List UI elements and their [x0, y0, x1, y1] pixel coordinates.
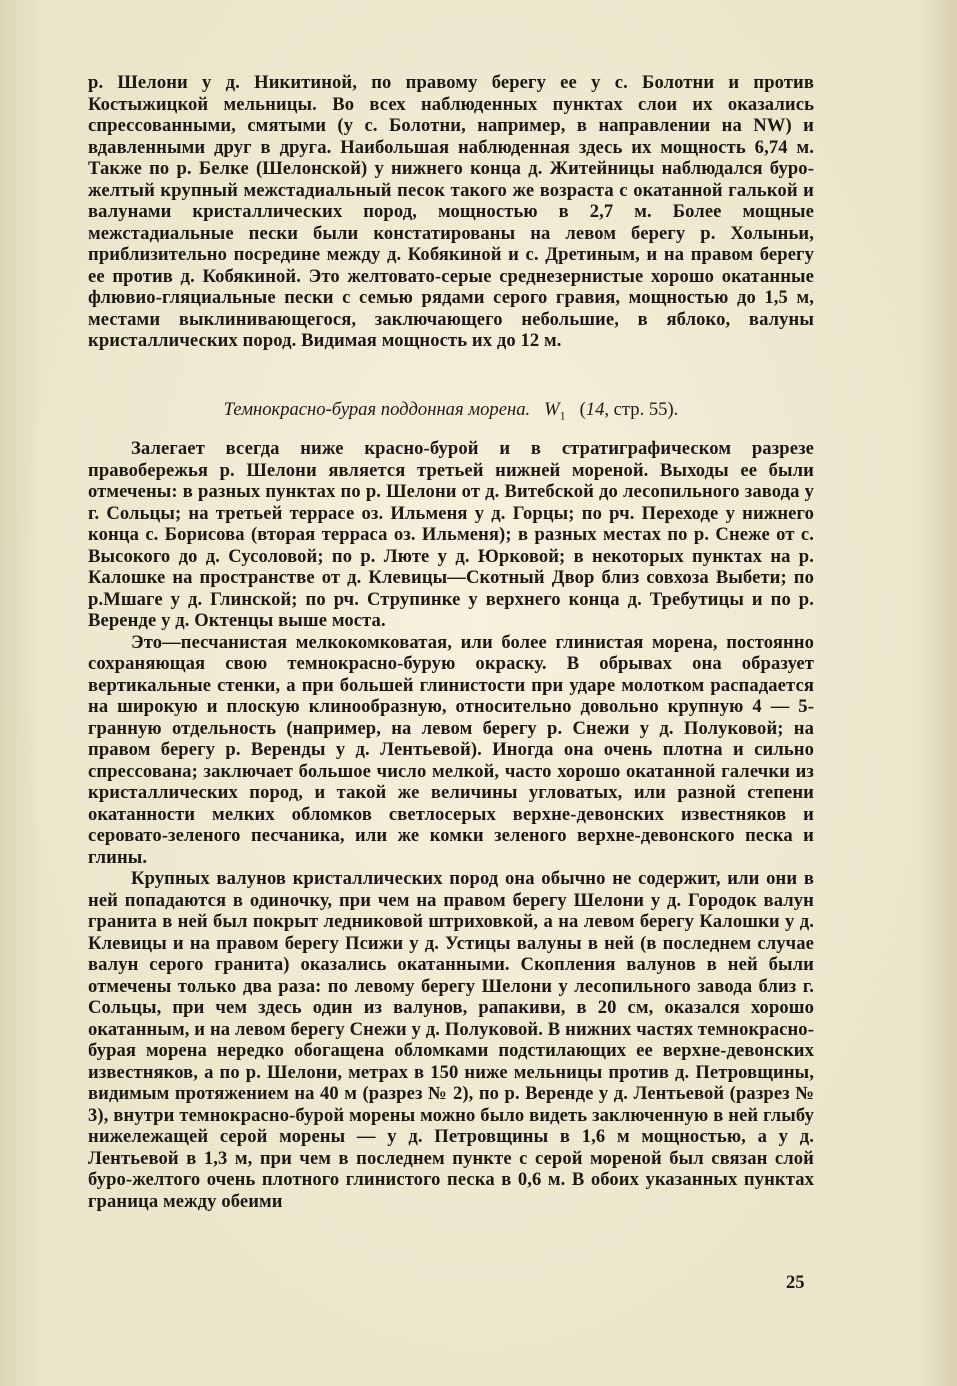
section-heading [88, 398, 814, 428]
section-heading-title: Темнокрасно-бурая поддонная морена. [223, 399, 531, 420]
section-heading-symbol: $W_1$ [544, 399, 566, 423]
section-heading-reference: (14, стр. 55). [579, 399, 679, 420]
intro-paragraph: р. Шелони у д. Никитиной, по правому берегу ее у с. Болотни и против Костыжицкой мельницы. Во всех наблюденных пунктах слои их оказались спрессованными, смятыми (у с. Болотни, например, в направлении на NW) и вдавленными друг в друга. Наибольшая наблюденная здесь их мощность 6,74 м. Также по р. Белке (Шелонской) у нижнего конца д. Житейницы наблюдался буро-желтый крупный межстадиальный песок такого же возраста с окатанной галькой и валунами кристаллических пород, мощностью в 2,7 м. Более мощные межстадиальные пески были констатированы на левом берегу р. Холыньи, приблизительно посредине между д. Кобякиной и с. Дретиным, и на правом берегу ее против д. Кобякиной. Это желтовато-серые среднезернистые хорошо окатанные флювио-гляциальные пески с семью рядами серого гравия, мощностью до 1,5 м, местами выклинивающегося, заключающего небольшие, в яблоко, валуны кристаллических пород. Видимая мощность их до 12 м. [88, 72, 814, 351]
intro-text-block [88, 72, 814, 352]
page-number: 25 [786, 1272, 805, 1293]
main-text-block [88, 438, 814, 1212]
paragraph-boulders: Крупных валунов кристаллических пород она обычно не содержит, или они в ней попадаются в одиночку, при чем на правом берегу Шелони у д. Городок валун гранита в ней был покрыт ледниковой штриховкой, а на левом берегу Калошки у д. Клевицы и на правом берегу Псижи у д. Устицы валуны в ней (в последнем случае валун серого гранита) оказались окатанными. Скопления валунов в ней были отмечены только два раза: по левому берегу Шелони у лесопильного завода близ г. Сольцы, при чем здесь один из валунов, рапакиви, в 20 см, оказался хорошо окатанным, и на левом берегу Снежи у д. Полуковой. В нижних частях темнокрасно-бурая морена нередко обогащена обломками подстилающих ее верхне-девонских известняков, а по р. Шелони, метрах в 150 ниже мельницы против д. Петровщины, видимым протяжением на 40 м (разрез № 2), по р. Веренде у д. Лентьевой (разрез № 3), внутри темнокрасно-бурой морены можно было видеть заключенную в ней глыбу нижележащей серой морены — у д. Петровщины в 1,6 м мощностью, а у д. Лентьевой в 1,3 м, при чем в последнем пункте с серой мореной был связан слой буро-желтого очень плотного глинистого песка в 0,6 м. В обоих указанных пунктах граница между обеими [88, 868, 814, 1212]
paragraph-description: Это—песчанистая мелкокомковатая, или более глинистая морена, постоянно сохраняющая свою темнокрасно-бурую окраску. В обрывах она образует вертикальные стенки, а при большей глинистости при ударе молотком распадается на широкую и плоскую клинообразную, относительно довольно крупную 4 — 5-гранную отдельность (например, на левом берегу р. Снежи у д. Полуковой; на правом берегу р. Веренды у д. Лентьевой). Иногда она очень плотна и сильно спрессована; заключает большое число мелкой, часто хорошо окатанной галечки из кристаллических пород, и такой же величины угловатых, или разной степени окатанности мелких обломков светлосерых верхне-девонских известняков и серовато-зеленого песчаника, или же комки зеленого верхне-девонского песка и глины. [88, 631, 814, 868]
paragraph-occurrence: Залегает всегда ниже красно-бурой и в стратиграфическом разрезе правобережья р. Шелони является третьей нижней мореной. Выходы ее были отмечены: в разных пунктах по р. Шелони от д. Витебской до лесопильного завода у г. Сольцы; на третьей террасе оз. Ильменя у д. Горцы; по рч. Переходе у нижнего конца с. Борисова (вторая терраса оз. Ильменя); в разных местах по р. Снеже от с. Высокого до д. Сусоловой; по р. Люте у д. Юрковой; в некоторых пунктах на р. Калошке на пространстве от д. Клевицы—Скотный Двор близ совхоза Выбети; по р.Мшаге у д. Глинской; по рч. Струпинке у верхнего конца д. Требутицы и по р. Веренде у д. Октенцы выше моста. [88, 438, 814, 631]
